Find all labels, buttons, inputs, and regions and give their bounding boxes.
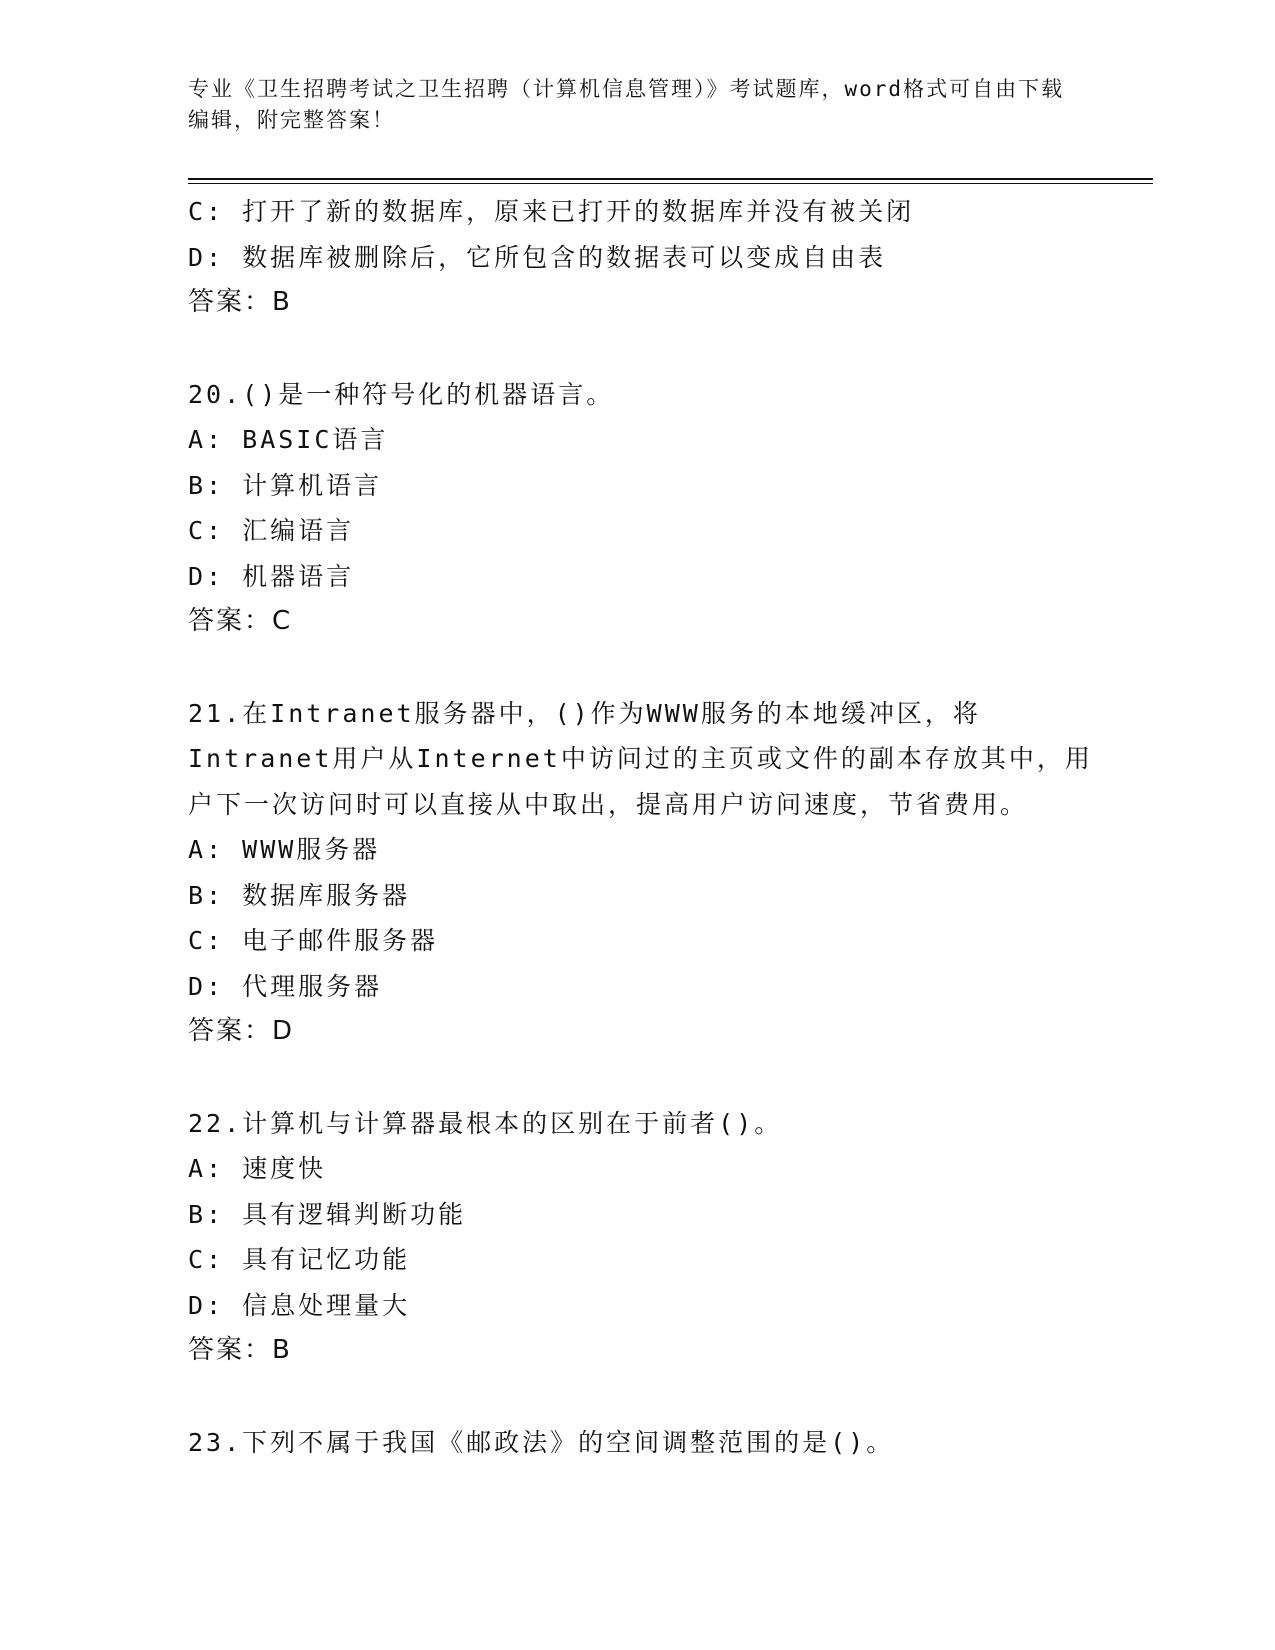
option-c: C: 打开了新的数据库，原来已打开的数据库并没有被关闭 [188, 197, 915, 226]
option-a: A: 速度快 [188, 1154, 327, 1183]
header-divider-thin [188, 183, 1153, 184]
answer-line: 答案：C [188, 606, 293, 636]
option-d: D: 信息处理量大 [188, 1290, 411, 1320]
question-content [188, 189, 1118, 1465]
question-stem: 23.下列不属于我国《邮政法》的空间调整范围的是()。 [188, 1427, 895, 1457]
option-c: C: 汇编语言 [188, 516, 355, 545]
question-stem: 22.计算机与计算器最根本的区别在于前者()。 [188, 1108, 783, 1138]
answer-line: 答案：B [188, 1335, 292, 1365]
option-b: B: 具有逻辑判断功能 [188, 1199, 467, 1229]
option-b: B: 数据库服务器 [188, 880, 411, 910]
option-d: D: 数据库被删除后，它所包含的数据表可以变成自由表 [188, 242, 887, 272]
document-header: 专业《卫生招聘考试之卫生招聘（计算机信息管理）》考试题库，word格式可自由下载编辑，附完整答案！ [188, 77, 1065, 132]
option-c: C: 具有记忆功能 [188, 1245, 411, 1274]
option-c: C: 电子邮件服务器 [188, 926, 439, 955]
answer-line: 答案：B [188, 287, 292, 317]
header-divider [188, 178, 1153, 180]
option-d: D: 机器语言 [188, 561, 355, 591]
option-b: B: 计算机语言 [188, 470, 383, 500]
question-stem: 21.在Intranet服务器中，()作为WWW服务的本地缓冲区，将Intranet用户从Internet中访问过的主页或文件的副本存放其中，用户下一次访问时可以直接从中取出，提高用户访问速度，节省费用。 [188, 698, 1093, 819]
answer-line: 答案：D [188, 1016, 295, 1046]
option-a: A: BASIC语言 [188, 425, 389, 454]
option-d: D: 代理服务器 [188, 971, 383, 1001]
question-stem: 20.()是一种符号化的机器语言。 [188, 379, 615, 409]
option-a: A: WWW服务器 [188, 835, 381, 864]
